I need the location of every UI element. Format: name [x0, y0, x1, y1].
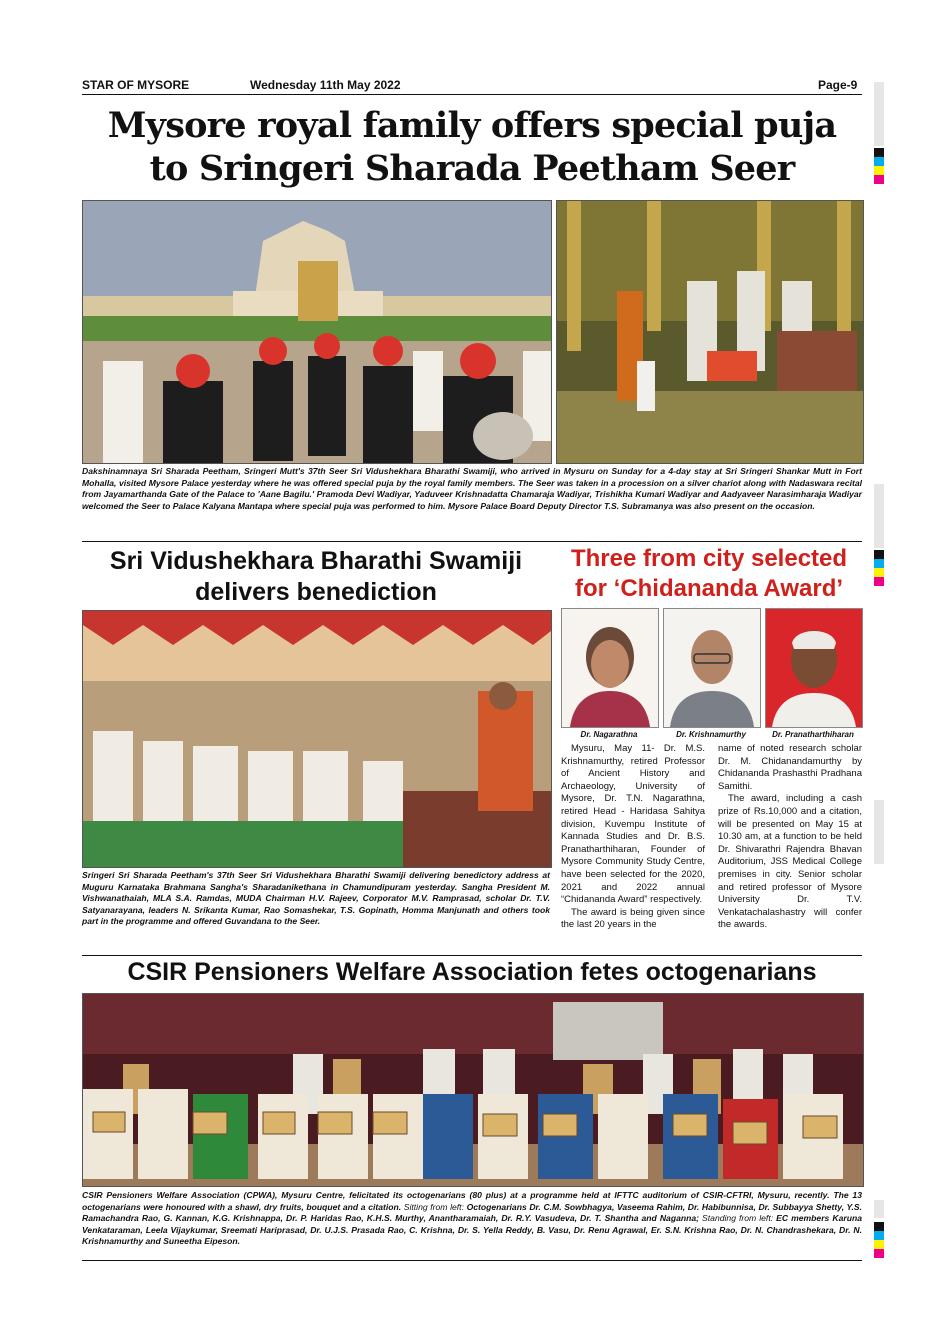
newspaper-name: STAR OF MYSORE — [82, 78, 190, 92]
award-paragraph: name of noted research scholar Dr. M. Chidanandamurthy by Chidananda Prashasthi Pradhana Samithi. — [718, 743, 862, 792]
story1-headline — [82, 104, 862, 190]
registration-bar — [874, 800, 884, 864]
award-article-column2 — [718, 743, 862, 932]
registration-bar — [874, 82, 884, 146]
csir-caption-sitting-label: Sitting from left: — [403, 1201, 464, 1212]
color-registration-mark — [874, 550, 884, 588]
color-registration-mark — [874, 1222, 884, 1260]
portrait-caption-krishnamurthy: Dr. Krishnamurthy — [676, 730, 746, 739]
portrait-caption-nagarathna: Dr. Nagarathna — [580, 730, 638, 739]
header-rule — [82, 94, 862, 95]
portrait-nagarathna — [561, 608, 659, 728]
csir-headline: CSIR Pensioners Welfare Association fetes octogenarians — [127, 958, 817, 986]
registration-bar — [874, 1200, 884, 1218]
award-article-column1 — [561, 743, 705, 932]
color-registration-mark — [874, 148, 884, 186]
story1-headline-line2: to Sringeri Sharada Peetham Seer — [149, 148, 795, 189]
page-number: Page-9 — [818, 78, 858, 92]
story1-rule — [82, 541, 862, 542]
story2-headline-line2: delivers benediction — [195, 578, 437, 606]
registration-bar — [874, 484, 884, 548]
csir-photo-caption — [82, 1190, 862, 1248]
csir-caption-standing-label: Standing from left: — [702, 1213, 774, 1224]
issue-date: Wednesday 11th May 2022 — [250, 78, 401, 92]
portrait-caption-pranatharthiharan: Dr. Pranatharthiharan — [772, 730, 854, 739]
story1-headline-line1: Mysore royal family offers special puja — [107, 105, 837, 146]
story2-headline-line1: Sri Vidushekhara Bharathi Swamiji — [109, 547, 523, 575]
palace-photo-caption: Dakshinamnaya Sri Sharada Peetham, Sringeri Mutt's 37th Seer Sri Vidushekhara Bharathi Swamiji, who arrived in Mysuru on Sunday for a 4-day stay at Sri Sringeri Shankar Mutt in Fort Mohalla, visited Mysore Palace yesterday where he was offered special puja by the royal family members. The Seer was taken in a procession on a silver chariot along with Nadaswara recital from Jayamarthanda Gate of the Palace to 'Aane Bagilu.' Pramoda Devi Wadiyar, Yaduveer Krishnadatta Chamaraja Wadiyar, Trishikha Kumari Wadiyar and Aadyaveer Narasimharaja Wadiyar welcomed the Seer to Palace Kalyana Mantapa where special puja was performed to him. Mysore Palace Board Deputy Director T.S. Subramanya was also present on the occasion. — [82, 466, 862, 511]
benediction-photo — [82, 610, 552, 868]
award-paragraph: The award, including a cash prize of Rs.10,000 and a citation, will be presented on May 15 at 10.30 am, at a function to be held Dr. Shivarathri Rajendra Bhavan Auditorium, JSS Medical College premises in city. Senior scholar and retired professor of Mysore University Dr. T.V. Venkatachalashastry will confer the awards. — [718, 793, 862, 931]
csir-caption-standing: EC members Karuna Venkataraman, Leela Vijaykumar, Sreemati Hariprasad, Dr. U.J.S. Prasada Rao, C. Krishna, Dr. S. Yella Reddy, B. Vasu, Dr. Renu Agrawal, Er. S.N. Krishna Rao, Dr. N. Chandrashekara, Dr. N. Krishnamurthy and Suneetha Eipeson. — [82, 1213, 862, 1247]
octogenarians-group-photo — [82, 993, 864, 1187]
csir-caption-sitting: Octogenarians Dr. C.M. Sowbhagya, Vaseema Rahim, Dr. Habibunnisa, Dr. Subbayya Shetty, Y.S. Ramachandra Rao, G. Kannan, K.G. Krishnappa, Dr. P. Haridas Rao, K.H.S. Murthy, Anantharamaiah, Dr. R.Y. Vasudeva, Dr. T. Shantha and Naganna; — [82, 1201, 863, 1224]
award-paragraph: Mysuru, May 11- Dr. M.S. Krishnamurthy, retired Professor of Ancient History and Archaeology, University of Mysore, Dr. T.N. Nagarathna, retired Head - Haridasa Sahitya division, Kuvempu Institute of Kannada Studies and Dr. B.S. Pranatharthiharan, Founder of Mysore Community Study Centre, have been selected for the 2020, 2021 and 2022 annual “Chidananda Award” respectively. — [561, 743, 705, 906]
story2-headline — [82, 546, 550, 608]
csir-caption-intro: CSIR Pensioners Welfare Association (CPWA), Mysuru Centre, felicitated its octogenarians (80 plus) at a programme held at IFTTC auditorium of CSIR-CFTRI, Mysuru, recently. The 13 octogenarians were honoured with a shawl, dry fruits, bouquet and a citation. — [82, 1190, 862, 1212]
footer-rule — [82, 1260, 862, 1261]
award-paragraph: The award is being given since the last 20 years in the — [561, 906, 705, 931]
award-headline-line2: for ‘Chidananda Award’ — [574, 575, 844, 602]
kalyana-mantapa-puja-photo — [556, 200, 864, 464]
award-headline — [556, 544, 862, 604]
award-headline-line1: Three from city selected — [570, 545, 848, 572]
palace-procession-photo — [82, 200, 552, 464]
benediction-photo-caption: Sringeri Sri Sharada Peetham's 37th Seer Sri Vidushekhara Bharathi Swamiji delivering benedictory address at Muguru Karnataka Brahmana Sangha's Sharadanikethana in Chamundipuram yesterday. Sangha President M. Vishwanathaiah, MLA S.A. Ramdas, MUDA Chairman H.V. Rajeev, Corporator M.V. Ramprasad, scholar Dr. T.V. Satyanarayana, leaders N. Srikanta Kumar, Rao Somashekar, T.S. Gopinath, Homma Manjunath and others took part in the programme and offered Guvandana to the Seer. — [82, 870, 550, 927]
portrait-pranatharthiharan — [765, 608, 863, 728]
portrait-krishnamurthy — [663, 608, 761, 728]
